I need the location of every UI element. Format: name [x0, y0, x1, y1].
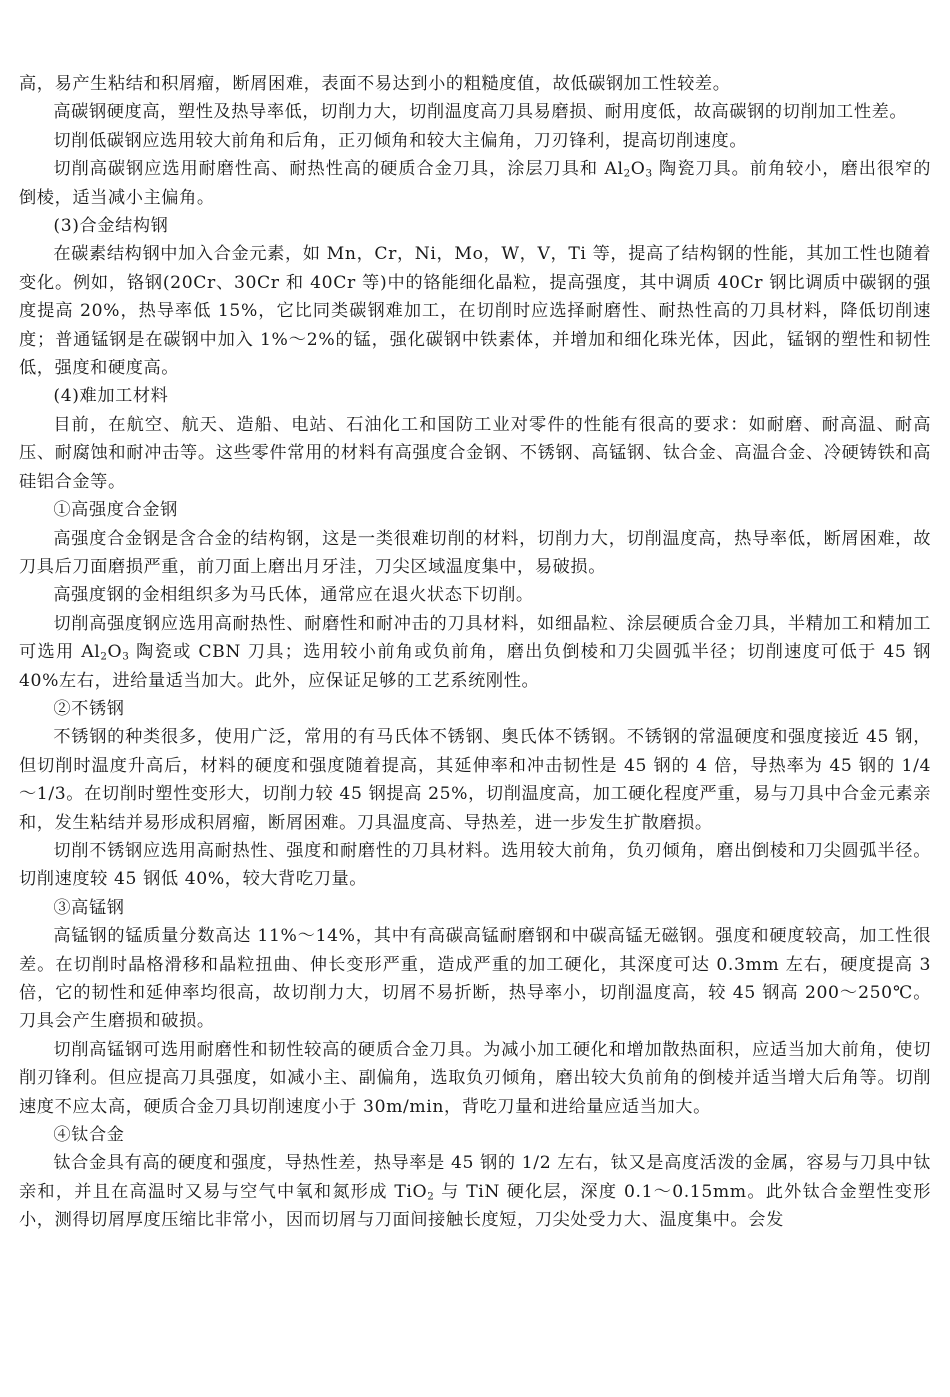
text-segment: O: [630, 159, 646, 180]
text-segment: 陶瓷刀具。前角较小，磨出很窄的倒棱，适当减小主偏角。: [19, 159, 931, 208]
paragraph-stainless-steel: 不锈钢的种类很多，使用广泛，常用的有马氏体不锈钢、奥氏体不锈钢。不锈钢的常温硬度和强度接近 45 钢，但切削时温度升高后，材料的硬度和强度随着提高，其延伸率和冲击韧性是 45 钢的 4 倍，导热率为 45 钢的 1/4～1/3。在切削时塑性变形大，切削力较 45 钢提高 25%，切削温度高，加工硬化程度严重，易与刀具中合金元素亲和，发生粘结并易形成积屑瘤，断屑困难。刀具温度高、导热差，进一步发生扩散磨损。: [19, 727, 931, 833]
text-segment: O: [107, 642, 123, 663]
paragraph-cutting-stainless: 切削不锈钢应选用高耐热性、强度和耐磨性的刀具材料。选用较大前角，负刃倾角，磨出倒棱和刀尖圆弧半径。切削速度较 45 钢低 40%，较大背吃刀量。: [19, 840, 931, 890]
text-segment: 陶瓷或 CBN 刀具；选用较小前角或负前角，磨出负倒棱和刀尖圆弧半径；切削速度可低于 45 钢 40%左右，进给量适当加大。此外，应保证足够的工艺系统刚性。: [19, 642, 931, 691]
text-segment: 切削高碳钢应选用耐磨性高、耐热性高的硬质合金刀具，涂层刀具和 Al: [53, 159, 624, 180]
document-page: [19, 70, 931, 1235]
paragraph-low-carbon-summary: 高，易产生粘结和积屑瘤，断屑困难，表面不易达到小的粗糙度值，故低碳钢加工性较差。: [19, 74, 731, 94]
subsection-heading-high-manganese-steel: ③高锰钢: [53, 897, 125, 918]
subscript: 2: [427, 1190, 435, 1203]
subsection-heading-titanium-alloy: ④钛合金: [53, 1125, 125, 1146]
subscript: 3: [122, 650, 130, 663]
subscript: 3: [645, 167, 653, 180]
paragraph-difficult-materials: 目前，在航空、航天、造船、电站、石油化工和国防工业对零件的性能有很高的要求：如耐磨、耐高温、耐高压、耐腐蚀和耐冲击等。这些零件常用的材料有高强度合金钢、不锈钢、高锰钢、钛合金、高温合金、冷硬铸铁和高硅铝合金等。: [19, 414, 931, 492]
text-segment: 与 TiN 硬化层，深度 0.1～0.15mm。此外钛合金塑性变形小，测得切屑厚度压缩比非常小，因而切屑与刀面间接触长度短，刀尖处受力大、温度集中。会发: [19, 1181, 931, 1231]
paragraph-alloy-structural-steel: 在碳素结构钢中加入合金元素，如 Mn，Cr，Ni，Mo，W，V，Ti 等，提高了结构钢的性能，其加工性也随着变化。例如，铬钢(20Cr、30Cr 和 40Cr 等)中的铬能细化晶粒，提高强度，其中调质 40Cr 钢比调质中碳钢的强度提高 20%，热导率低 15%，它比同类碳钢难加工，在切削时应选择耐磨性、耐热性高的刀具材料，降低切削速度；普通锰钢是在碳钢中加入 1%～2%的锰，强化碳钢中铁素体，并增加和细化珠光体，因此，锰钢的塑性和韧性低，强度和硬度高。: [19, 244, 931, 379]
subscript: 2: [100, 650, 108, 663]
paragraph-cutting-low-carbon: 切削低碳钢应选用较大前角和后角，正刃倾角和较大主偏角，刀刃锋利，提高切削速度。: [53, 130, 748, 151]
paragraph-high-strength-steel: 高强度合金钢是含合金的结构钢，这是一类很难切削的材料，切削力大，切削温度高，热导率低，断屑困难，故刀具后刀面磨损严重，前刀面上磨出月牙洼，刀尖区域温度集中，易破损。: [19, 528, 931, 577]
paragraph-high-manganese-steel: 高锰钢的锰质量分数高达 11%～14%，其中有高碳高锰耐磨钢和中碳高锰无磁钢。强度和硬度较高，加工性很差。在切削时晶格滑移和晶粒扭曲、伸长变形严重，造成严重的加工硬化，其深度可达 0.3mm 左右，硬度提高 3 倍，它的韧性和延伸率均很高，故切削力大，切屑不易折断，热导率小，切削温度高，较 45 钢高 200～250℃。刀具会产生磨损和破损。: [19, 926, 931, 1032]
subscript: 2: [623, 167, 631, 180]
text-segment: 钛合金具有高的硬度和强度，导热性差，热导率是 45 钢的 1/2 左右，钛又是高度活泼的金属，容易与刀具中钛亲和，并且在高温时又易与空气中氧和氮形成 TiO: [19, 1153, 931, 1202]
section-heading-difficult-materials: (4)难加工材料: [53, 386, 169, 407]
paragraph-titanium-alloy: [19, 1149, 931, 1234]
text-segment: 切削高强度钢应选用高耐热性、耐磨性和耐冲击的刀具材料，如细晶粒、涂层硬质合金刀具，半精加工和精加工可选用 Al: [19, 613, 931, 663]
paragraph-high-carbon-steel: 高碳钢硬度高，塑性及热导率低，切削力大，切削温度高刀具易磨损、耐用度低，故高碳钢的切削加工性差。: [53, 102, 908, 123]
paragraph-cutting-high-manganese: 切削高锰钢可选用耐磨性和韧性较高的硬质合金刀具。为减小加工硬化和增加散热面积，应适当加大前角，使切削刃锋利。但应提高刀具强度，如减小主、副偏角，选取负刃倾角，磨出较大负前角的倒棱并适当增大后角等。切削速度不应太高，硬质合金刀具切削速度小于 30m/min，背吃刀量和进给量应适当加大。: [19, 1039, 931, 1117]
paragraph-high-strength-structure: 高强度钢的金相组织多为马氏体，通常应在退火状态下切削。: [53, 585, 534, 606]
section-heading-alloy-structural-steel: (3)合金结构钢: [53, 216, 169, 237]
paragraph-cutting-high-carbon: [19, 155, 931, 212]
paragraph-cutting-high-strength: [19, 610, 931, 695]
subsection-heading-stainless-steel: ②不锈钢: [53, 698, 125, 719]
subsection-heading-high-strength-steel: ①高强度合金钢: [53, 500, 178, 521]
